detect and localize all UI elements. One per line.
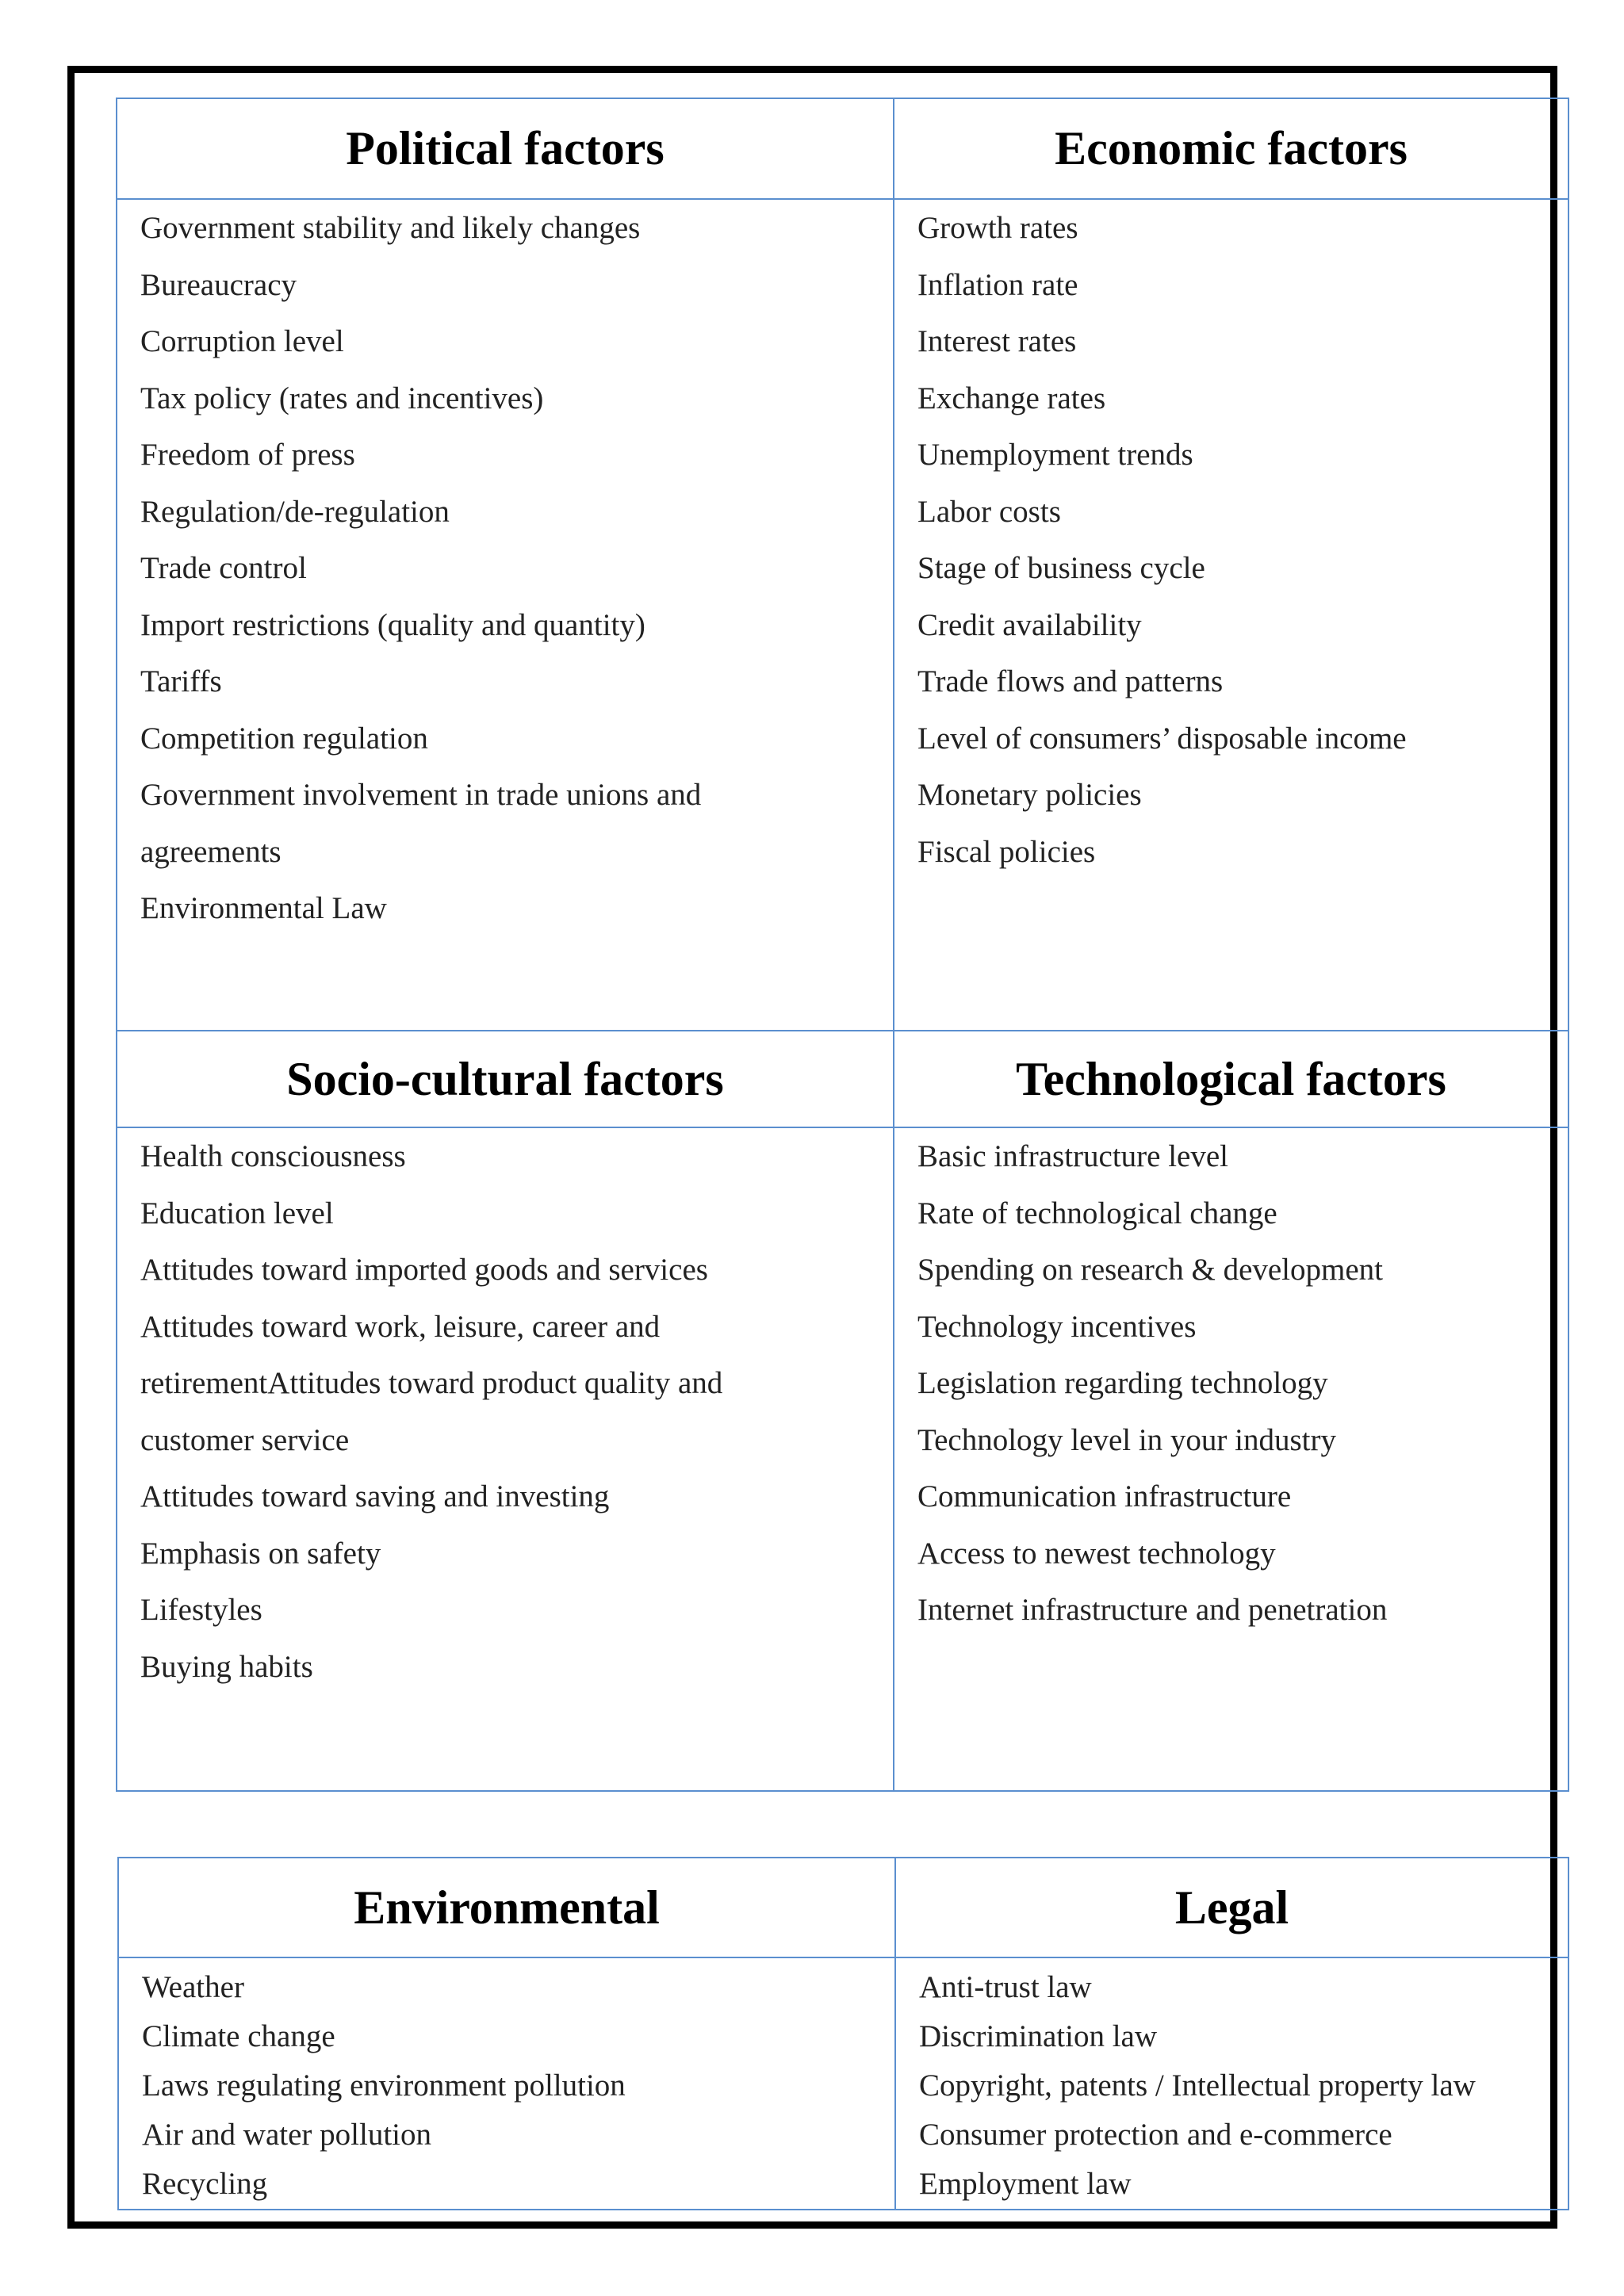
list-item: Competition regulation [140, 721, 428, 756]
list-item: Tax policy (rates and incentives) [140, 381, 544, 415]
list-item: Lifestyles [140, 1593, 262, 1627]
list-item: customer service [140, 1422, 350, 1457]
list-item: Access to newest technology [917, 1536, 1276, 1571]
political-list [117, 200, 893, 937]
list-item: Legislation regarding technology [917, 1366, 1328, 1400]
environmental-list-cell [118, 1957, 895, 2210]
list-item: Interest rates [917, 324, 1077, 358]
list-item: retirementAttitudes toward product quality and [140, 1366, 723, 1400]
list-item: Environmental Law [140, 891, 387, 925]
list-item: Corruption level [140, 324, 344, 358]
list-item: Exchange rates [917, 381, 1106, 415]
list-item: Laws regulating environment pollution [142, 2068, 626, 2103]
list-item: Monetary policies [917, 778, 1142, 812]
list-item: Climate change [142, 2019, 335, 2053]
list-item: Attitudes toward saving and investing [140, 1479, 610, 1513]
list-item: Unemployment trends [917, 438, 1193, 472]
political-header: Political factors [117, 98, 894, 199]
list-item: Buying habits [140, 1649, 313, 1684]
legal-environmental-table [117, 1857, 1569, 2210]
list-item: agreements [140, 834, 282, 869]
list-item: Fiscal policies [917, 834, 1096, 869]
technological-list-cell [894, 1127, 1568, 1791]
list-item: Basic infrastructure level [917, 1139, 1228, 1173]
list-item: Technology incentives [917, 1309, 1197, 1344]
list-item: Tariffs [140, 664, 222, 698]
list-item: Import restrictions (quality and quantity) [140, 607, 645, 642]
technological-list [894, 1128, 1568, 1639]
list-item: Consumer protection and e-commerce [919, 2118, 1392, 2152]
list-item: Labor costs [917, 494, 1061, 529]
legal-header: Legal [895, 1858, 1568, 1957]
list-item: Anti-trust law [919, 1970, 1092, 2004]
list-item: Emphasis on safety [140, 1536, 381, 1571]
list-item: Air and water pollution [142, 2118, 431, 2152]
list-item: Recycling [142, 2167, 268, 2201]
list-item: Employment law [919, 2167, 1132, 2201]
list-item: Health consciousness [140, 1139, 406, 1173]
list-item: Weather [142, 1970, 244, 2004]
list-item: Trade control [140, 551, 307, 585]
list-item: Inflation rate [917, 267, 1078, 302]
list-item: Education level [140, 1196, 334, 1230]
environmental-list [119, 1958, 894, 2209]
economic-header: Economic factors [894, 98, 1568, 199]
economic-list-cell [894, 199, 1568, 1031]
environmental-header: Environmental [118, 1858, 895, 1957]
list-item: Stage of business cycle [917, 551, 1205, 585]
list-item: Credit availability [917, 607, 1142, 642]
list-item: Technology level in your industry [917, 1422, 1337, 1457]
economic-list [894, 200, 1568, 880]
socio-cultural-list [117, 1128, 893, 1695]
list-item: Attitudes toward imported goods and services [140, 1253, 708, 1287]
socio-cultural-list-cell [117, 1127, 894, 1791]
list-item: Government stability and likely changes [140, 211, 641, 245]
list-item: Discrimination law [919, 2019, 1158, 2053]
legal-list-cell [895, 1957, 1568, 2210]
list-item: Government involvement in trade unions and [140, 778, 702, 812]
list-item: Trade flows and patterns [917, 664, 1224, 698]
list-item: Attitudes toward work, leisure, career and [140, 1309, 661, 1344]
list-item: Bureaucracy [140, 267, 297, 302]
list-item: Communication infrastructure [917, 1479, 1292, 1513]
list-item: Copyright, patents / Intellectual property law [919, 2068, 1476, 2103]
list-item: Regulation/de-regulation [140, 494, 450, 529]
socio-cultural-header: Socio-cultural factors [117, 1031, 894, 1127]
legal-list [896, 1958, 1568, 2209]
list-item: Rate of technological change [917, 1196, 1277, 1230]
list-item: Internet infrastructure and penetration [917, 1593, 1388, 1627]
list-item: Freedom of press [140, 438, 355, 472]
list-item: Level of consumers’ disposable income [917, 721, 1407, 756]
list-item: Growth rates [917, 211, 1078, 245]
list-item: Spending on research & development [917, 1253, 1383, 1287]
technological-header: Technological factors [894, 1031, 1568, 1127]
pest-table [116, 98, 1569, 1792]
political-list-cell [117, 199, 894, 1031]
